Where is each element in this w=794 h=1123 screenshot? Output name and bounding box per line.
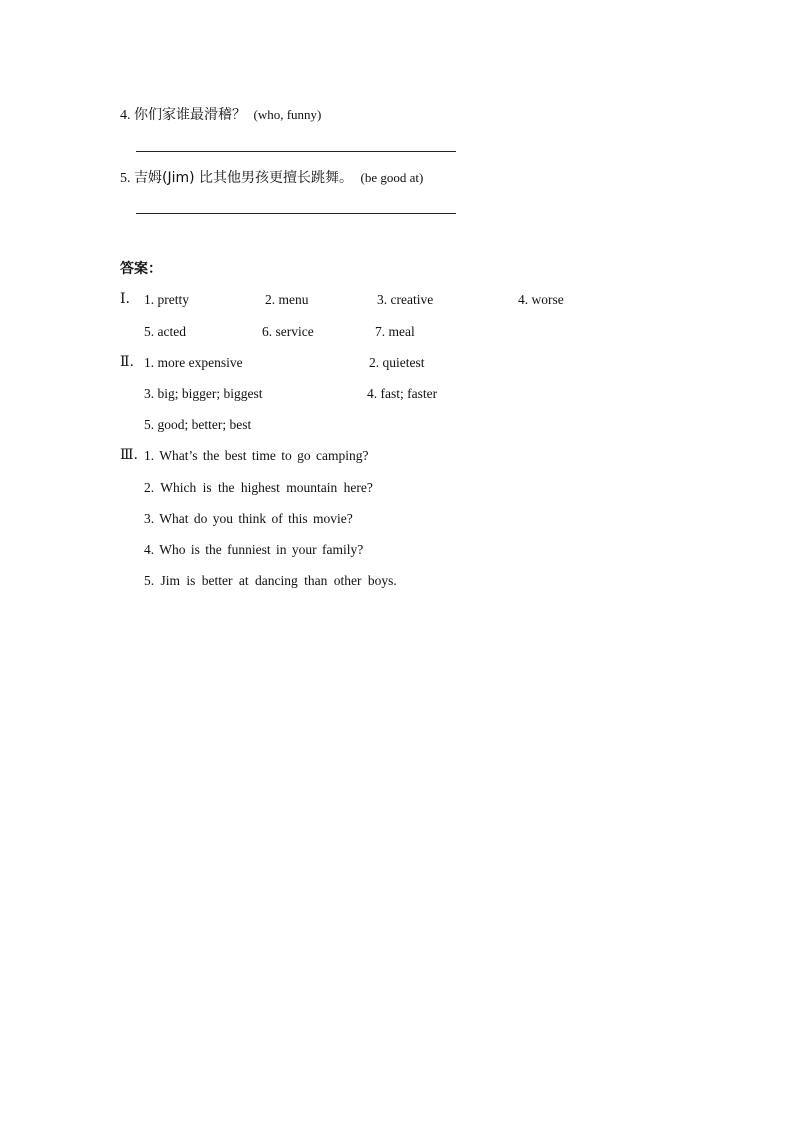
answer-blank-line[interactable] <box>136 213 456 214</box>
question-hint: (be good at) <box>360 170 424 185</box>
answer-item: 2. menu <box>265 292 309 307</box>
answer-blank-line[interactable] <box>136 151 456 152</box>
answer-item: 4. Who is the funniest in your family? <box>144 542 364 557</box>
question-number: 5. <box>120 171 131 186</box>
question-hint: (who, funny) <box>253 107 322 122</box>
answer-item: 1. What’s the best time to go camping? <box>144 448 369 463</box>
section-2-label: Ⅱ. <box>120 354 134 370</box>
answer-item: 2. quietest <box>369 355 425 370</box>
answer-item: 4. fast; faster <box>367 386 438 401</box>
answer-item: 1. pretty <box>144 292 189 307</box>
answers-title: 答案： <box>120 261 162 277</box>
question-number: 4. <box>120 108 131 123</box>
answer-item: 3. creative <box>377 292 434 307</box>
answer-item: 5. good; better; best <box>144 417 252 432</box>
answer-item: 5. Jim is better at dancing than other boys. <box>144 573 397 588</box>
question-5 <box>120 167 423 187</box>
answer-item: 2. Which is the highest mountain here? <box>144 480 373 495</box>
answer-item: 3. What do you think of this movie? <box>144 511 353 526</box>
answer-item: 3. big; bigger; biggest <box>144 386 263 401</box>
answer-item: 4. worse <box>518 292 564 307</box>
answer-item: 6. service <box>262 324 314 339</box>
section-1-label: Ⅰ. <box>120 291 130 307</box>
section-3-label: Ⅲ. <box>120 447 138 463</box>
question-chinese: 你们家谁最滑稽？ <box>134 107 246 123</box>
answer-item: 5. acted <box>144 324 186 339</box>
answer-item: 7. meal <box>375 324 415 339</box>
question-4 <box>120 104 321 124</box>
answer-item: 1. more expensive <box>144 355 243 370</box>
question-chinese: 吉姆(Jim) 比其他男孩更擅长跳舞。 <box>134 170 354 186</box>
